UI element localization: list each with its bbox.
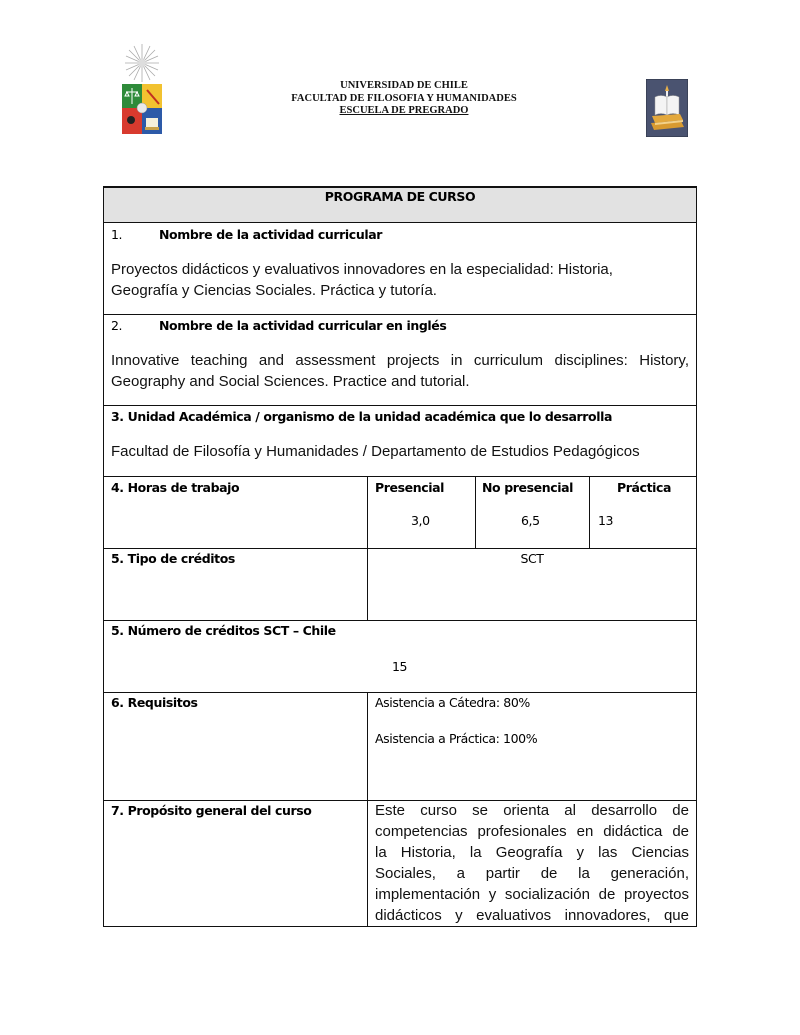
faculty-emblem-logo <box>646 79 688 137</box>
section-3-value: Facultad de Filosofía y Humanidades / Departamento de Estudios Pedagógicos <box>111 443 640 460</box>
row-divider <box>103 405 697 406</box>
purpose-line: competencias profesionales en didáctica de <box>375 823 689 840</box>
col-divider <box>589 476 590 548</box>
section-4-label: 4. Horas de trabajo <box>111 480 240 495</box>
row-divider <box>103 476 697 477</box>
document-title: PROGRAMA DE CURSO <box>324 189 476 204</box>
purpose-line: didácticos y evaluativos innovadores, que <box>375 907 689 924</box>
book-emblem-icon <box>646 79 688 137</box>
section-2-value-text: Innovative teaching and assessment projects in curriculum disciplines: History, <box>111 352 689 369</box>
hours-practica-header: Práctica <box>617 480 672 495</box>
col-divider <box>367 476 368 620</box>
table-border-top <box>103 186 697 188</box>
crest-icon <box>117 44 167 136</box>
section-6-label: 6. Requisitos <box>111 695 198 710</box>
university-name: UNIVERSIDAD DE CHILE <box>340 80 468 91</box>
col-divider <box>367 692 368 927</box>
row-divider <box>103 314 697 315</box>
requirement-practica: Asistencia a Práctica: 100% <box>375 731 538 746</box>
credit-count-value: 15 <box>392 659 408 674</box>
section-1-value-line-2: Geografía y Ciencias Sociales. Práctica y tutoría. <box>111 282 437 299</box>
section-7-purpose-text <box>375 800 689 926</box>
purpose-line: Este curso se orienta al desarrollo de <box>375 802 689 819</box>
hours-presencial-header: Presencial <box>375 480 445 495</box>
credit-type-value: SCT <box>520 551 544 566</box>
requirement-catedra: Asistencia a Cátedra: 80% <box>375 695 530 710</box>
institution-header <box>200 80 608 118</box>
section-2-value-line-2: Geography and Social Sciences. Practice and tutorial. <box>111 373 470 390</box>
row-divider <box>103 548 697 549</box>
section-2-number: 2. <box>111 318 123 333</box>
section-2-label: Nombre de la actividad curricular en inglés <box>159 318 447 333</box>
section-5b-label: 5. Número de créditos SCT – Chile <box>111 623 336 638</box>
table-border-right <box>696 186 697 927</box>
section-1-value-line-1: Proyectos didácticos y evaluativos innovadores en la especialidad: Historia, <box>111 261 613 278</box>
school-name: ESCUELA DE PREGRADO <box>339 105 469 116</box>
row-divider <box>103 620 697 621</box>
purpose-line: implementación y socialización de proyectos <box>375 886 689 903</box>
hours-no-presencial-value: 6,5 <box>521 513 540 528</box>
faculty-name: FACULTAD DE FILOSOFIA Y HUMANIDADES <box>291 92 517 104</box>
section-2-value-line-1 <box>111 350 689 371</box>
section-3-label: 3. Unidad Académica / organismo de la unidad académica que lo desarrolla <box>111 409 613 424</box>
hours-practica-value: 13 <box>598 513 614 528</box>
section-1-label: Nombre de la actividad curricular <box>159 227 383 242</box>
row-divider <box>103 692 697 693</box>
section-5-label: 5. Tipo de créditos <box>111 551 235 566</box>
section-7-label: 7. Propósito general del curso <box>111 803 312 818</box>
col-divider <box>475 476 476 548</box>
university-crest-logo <box>117 44 167 136</box>
row-divider <box>103 222 697 223</box>
purpose-line: la Historia, la Geografía y las Ciencias <box>375 844 689 861</box>
hours-no-presencial-header: No presencial <box>482 480 574 495</box>
table-border-left <box>103 186 104 927</box>
table-border-bottom <box>103 926 697 927</box>
section-1-number: 1. <box>111 227 123 242</box>
purpose-line: Sociales, a partir de la generación, <box>375 865 689 882</box>
hours-presencial-value: 3,0 <box>411 513 430 528</box>
